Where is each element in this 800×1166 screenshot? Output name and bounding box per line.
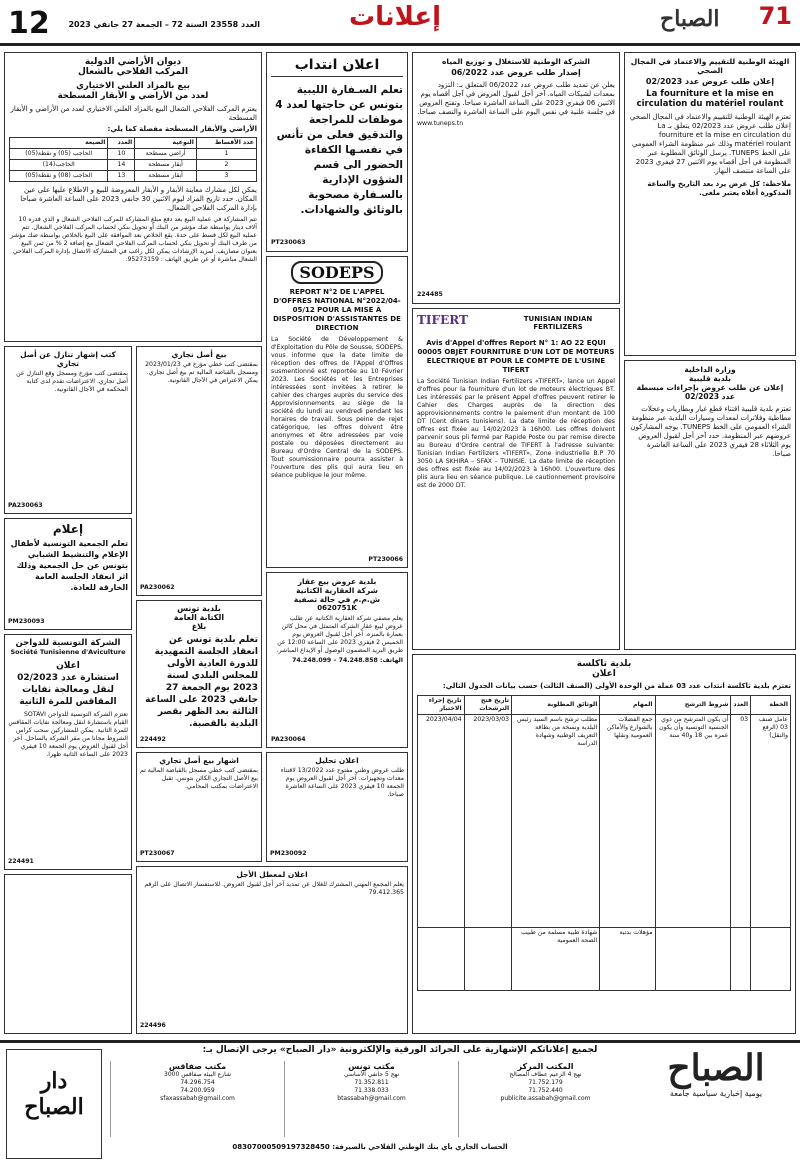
table-cell: 14 xyxy=(108,160,135,171)
table-header-cell: شروط الترشح xyxy=(655,696,731,715)
ad-title: بلدية عروض بيع عقار شركة العقارية الكتانية ش.م.م في حالة تصفية xyxy=(293,577,381,604)
section-title: إعلانات xyxy=(348,2,442,32)
table-header-cell: المهام xyxy=(600,696,655,715)
ad-title: ديوان الأراضي الدولية المركب الفلاحي بالشعال xyxy=(77,57,189,77)
table-row xyxy=(10,160,257,171)
table-cell: 03 xyxy=(731,715,751,928)
table-cell: عامل صنف 03 (الرفع والنقل) xyxy=(751,715,791,928)
table-cell: 3 xyxy=(196,171,256,182)
ad-title: الشركة الوطنية للاستغلال و توزيع المياه xyxy=(441,57,590,66)
ad-body: تعلم السـفارة الليبية بتونس عن حاجتها لعدد 4 موظفات للمراجعة والتدقيق فعلى من تأنس في نفسـها الكفاءة الحضور الى قسم الشؤون الإدارية بالسـفارة مصحوبة بالوثائق والشهادات. xyxy=(275,84,403,216)
office-address: نهج 4 الزعيم عطاف المصالح xyxy=(509,1071,582,1078)
small-ad-3 xyxy=(4,346,132,514)
table-cell: الحاجب(14) xyxy=(10,160,108,171)
office-list xyxy=(110,1061,632,1137)
ad-french-object: La fourniture et la mise en circulation du matériel roulant xyxy=(636,89,784,109)
table-cell: مؤهلات بدنية xyxy=(600,928,655,991)
office-email[interactable]: btassabah@gmail.com xyxy=(337,1095,406,1102)
ad-body: تعتزم بلدية قليبية اقتناء قطع غيار وبطاريات وعجلات مطاطية وفلاترات لمعدات وسيارات البلدية عبر منظومة الشراء العمومي على الخط TUNEPS. يوجه المشاركون عروضهم عبر المنظومة. حدد آخر أجل لقبول العروض يوم الثلاثاء 28 فيفري 2023 على الساعة العاشرة صباحا. xyxy=(630,405,791,458)
ad-web: www.tuneps.tn xyxy=(417,120,464,127)
table-cell: 13 xyxy=(108,171,135,182)
table-header-cell: تاريخ إجراء الاختبار xyxy=(418,696,465,715)
table-row xyxy=(418,928,791,991)
ad-code: PA230064 xyxy=(271,736,306,743)
ad-phones: الهاتف: 74.248.858 – 74.248.099 xyxy=(292,657,403,664)
ad-body: تعلم بلدية تونس عن انعقاد الجلسة التمهيدية للدورة العادية الأولى للمجلس البلدي لسنة 2023 يوم الجمعة 27 جانفي 2023 على الساعة الثالثة بعد الظهر بقصر البلدية بالقصبة. xyxy=(145,635,258,729)
ad-french-title: Société Tunisienne d'Aviculture xyxy=(10,648,126,656)
tifert-company: TUNISIAN INDIAN FERTILIZERS xyxy=(523,315,593,331)
table-header-cell: الوثائق المطلوبة xyxy=(512,696,600,715)
newspaper-logo xyxy=(660,2,796,42)
table-cell: أراضي مسطحة xyxy=(135,149,197,160)
office-card xyxy=(284,1061,458,1137)
recruitment-table xyxy=(417,695,791,991)
tifert-logo: TIFERT xyxy=(417,313,468,327)
footer-logo: الصباح xyxy=(667,1047,765,1089)
page-footer xyxy=(0,1040,800,1166)
table-header-cell: تاريخ فتح الترشحات xyxy=(464,696,511,715)
table-header-cell: العدد xyxy=(731,696,751,715)
ad-conditions: تتم المشاركة في عملية البيع بعد دفع مبلغ المشاركة للمركب الفلاحي الشعال و الذي قدره 10 آلاف دينار بواسطة صك مؤشر من البنك أو تحويل بنكي لحساب المركب الفلاحي الشعال. تتم عملية البيع لكل قسط على حدة. يقع الخلاص بعد الموافقة على البيع بالخلاص بواسطة صك مؤشر من طرف البنك أو تحويل بنكي لحساب المركب الفلاحي الشعال مع إضافة 2 % من ثمن البيع بعنوان مصاريف. لمزيد الإرشادات يمكن لكل راغب في المشاركة الاتصال بإدارة المركب الفلاحي الشعال مباشرة أو عن طريق الهاتف : 95273159. xyxy=(10,216,257,263)
ad-body: بمقتضى كتب خطي مؤرخ في 2023/01/23 ومسجل بالقباضة المالية تم بيع أصل تجاري. يمكن الاعتراض في الآجال القانونية. xyxy=(145,361,258,384)
table-cell: أبقار مسطحة xyxy=(135,171,197,182)
table-cell xyxy=(731,928,751,991)
table-cell: الحاجب (08) و نقطة(05) xyxy=(10,171,108,182)
ad-code: 224485 xyxy=(417,291,443,298)
ad-body: بمقتضى كتب مؤرخ ومسجل وقع التنازل عن أصل تجاري. الاعتراضات تقدم لدى كتابة المحكمة في الآجال القانونية. xyxy=(16,370,128,393)
table-row xyxy=(10,149,257,160)
sotavi-continued xyxy=(4,874,132,1034)
office-email[interactable]: sfaxassabah@gmail.com xyxy=(160,1095,235,1102)
ad-title: كتب إشهار تنازل عن أصل تجاري xyxy=(20,350,116,368)
auction-table xyxy=(9,137,257,182)
table-cell: 1 xyxy=(196,149,256,160)
table-row xyxy=(418,715,791,928)
table-cell: أن يكون المترشح من ذوي الجنسية التونسية وأن يكون عمره بين 18 و40 سنة xyxy=(655,715,731,928)
table-cell xyxy=(751,928,791,991)
ad-heading: إصدار طلب عروض عدد 06/2022 xyxy=(451,68,581,77)
ad-heading: بلدية تونس الكتابة العامة بلاغ xyxy=(173,604,225,631)
table-header-cell: العدد xyxy=(108,138,135,149)
office-fax: 74.200.959 xyxy=(180,1087,215,1094)
takelsa-ad xyxy=(412,654,796,1034)
tifert-ad xyxy=(412,308,620,650)
kelibia-ad xyxy=(624,360,796,650)
office-name: مكتب تونس xyxy=(348,1062,395,1071)
ad-code: 224492 xyxy=(140,736,166,743)
table-caption: الأراضي والأبقار المسطحة مفصلة كما يلي: xyxy=(107,125,257,133)
logo-text: الصباح xyxy=(660,6,720,32)
ad-heading: اعلان استشارة عدد 02/2023 لنقل ومعالجة نفايات المقاقس للمرة الثانية xyxy=(17,661,119,707)
office-name: المكتب المركز xyxy=(517,1062,574,1071)
ad-body: طلب عروض وطني مفتوح عدد 13/2022 لاقتناء معدات وتجهيزات. آخر أجل لقبول العروض يوم الجمعة 10 فيفري 2023 على الساعة العاشرة صباحا. xyxy=(280,767,404,798)
ad-code: PT230066 xyxy=(368,556,403,563)
ad-body: بمقتضى كتب خطي مسجل بالقباضة المالية تم بيع الأصل التجاري الكائن بتونس. تقبل الاعتراضات بمكتب المحامي. xyxy=(139,767,258,790)
sodeps-ad xyxy=(266,256,408,568)
office-card xyxy=(458,1061,632,1137)
ad-title: بيع أصل تجاري xyxy=(171,350,227,359)
ad-heading: إعلان طلب عروض عدد 02/2023 xyxy=(645,77,775,86)
ad-title: اعلان لمعطل الأجل xyxy=(236,870,308,879)
small-ad-2 xyxy=(136,752,262,862)
ad-code: 224491 xyxy=(8,858,34,865)
table-cell: 2023/04/04 xyxy=(418,715,465,928)
ad-intro: يعتزم المركب الفلاحي الشعال البيع بالمزاد العلني الاختياري لعدد من الأراضي و الأبقار المسطحة xyxy=(10,105,257,122)
ad-code: PT230067 xyxy=(140,850,175,857)
office-card xyxy=(110,1061,284,1137)
ad-body: يعلم المجمع المهني المشترك للغلال عن تمديد آخر أجل لقبول العروض. للاستفسار الاتصال على الرقم 79.412.365 xyxy=(144,881,404,896)
oti-auction-ad xyxy=(4,52,262,342)
table-row xyxy=(10,171,257,182)
ad-body: تعلم الجمعية التونسية لأطفال الإعلام والتنشيط الشبابي بتونس عن حل الجمعية وذلك اثر انعقاد الجلسة العامة الخارقة للعادة. xyxy=(10,539,128,592)
ad-body: La Société de Développement & d'Exploitation du Pôle de Sousse, SODEPS, vous informe que la date limite de réception des offres de l'Appel d'Offres susmentionné est reportée au 10 Février 2023. Les Sociétés et les Entreprises intéressées sont invitées à retirer le cahier des charges auprès du service des Approvisionnements au siège de la société du lundi au vendredi pendant les horaires de travail. Sous peine de rejet catégorique, les offres doivent être anonymes et être adressées par voie postale ou déposées directement au Bureau d'Ordre Central de la SODEPS. Tout soumissionnaire pourra assister à l'ouverture des plis qui aura lieu en séance publique le jour même. xyxy=(271,336,403,479)
dar-assabah-logo xyxy=(6,1049,102,1159)
ad-title: اعلان تحليل xyxy=(315,756,359,765)
ad-code: PM230092 xyxy=(270,850,307,857)
table-cell: جمع الفضلات بالشوارع والأماكن العمومية ونقلها xyxy=(600,715,655,928)
logo-number: 71 xyxy=(758,2,792,30)
office-fax: 71.752.440 xyxy=(528,1087,563,1094)
office-email[interactable]: publicite.assabah@gmail.com xyxy=(500,1095,591,1102)
table-header-cell: النوعية xyxy=(135,138,197,149)
table-cell: 2 xyxy=(196,160,256,171)
office-name: مكتب صفاقس xyxy=(168,1062,227,1071)
table-header-cell: الضيعة xyxy=(10,138,108,149)
ad-title: الهيئة الوطنية للتقييم والاعتماد في المجال الصحي xyxy=(630,57,790,75)
office-tel: 71.352.811 xyxy=(354,1079,389,1086)
page-number: 12 xyxy=(8,6,50,41)
ad-body: يعلم مصفي شركة العقارية الكتانية عن طلب عروض لبيع عقار الشركة المتمثل في محل كائن بعمارة بالمنزه. آخر أجل لقبول العروض يوم الخميس 2 فيفري 2023 على الساعة 12:00 عن طريق البريد المضمون الوصول أو الإيداع المباشر. xyxy=(276,615,403,654)
office-address: نهج 5 جانفي الأساسي xyxy=(343,1071,400,1078)
ad-title: الشركة التونسية للدواجن xyxy=(15,638,121,648)
table-cell: 10 xyxy=(108,149,135,160)
ad-body: يعلن عن تمديد طلب عروض عدد 06/2022 المتعلق بـ: التزود بمعدات لشبكات المياه. آخر أجل لقبول العروض في آجل أقصاه يوم الاثنين 06 فيفري 2023 على الساعة العاشرة صباحا. وتفتح العروض في جلسة علنية في نفس اليوم على الساعة العاشرة والنصف صباحا. xyxy=(417,81,615,116)
table-cell: شهادة طبية مسلمة من طبيب الصحة العمومية xyxy=(512,928,600,991)
ad-code: 224496 xyxy=(140,1022,166,1029)
footer-logo-block xyxy=(638,1047,794,1147)
ad-note: ملاحظة: كل عرض يرد بعد التاريخ والساعة المذكورة أعلاه يعتبر ملغى. xyxy=(647,180,791,197)
office-address: شارع البيئة صفاقس 3000 xyxy=(164,1071,231,1078)
small-ad-5 xyxy=(266,752,408,862)
ad-title: اشهار بيع أصل تجاري xyxy=(159,756,239,765)
ad-code: PA230062 xyxy=(140,584,175,591)
tunis-municipality-ad xyxy=(136,600,262,748)
table-cell: 2023/03/03 xyxy=(464,715,511,928)
footer-banner: لجميع إعلاناتكم الإشهارية على الجرائد الورقية والإلكترونية «دار الصباح» يرجى الإتصال بـ: xyxy=(202,1045,598,1055)
ad-subtitle: تعتزم بلدية تاكلسة انتداب عدد 03 عملة من الوحدة الأولى (الصنف الثالث) حسب بيانات الجدول التالي: xyxy=(442,682,791,690)
ad-body: La Société Tunisian Indian Fertilizers «TIFERT», lance un Appel d'offres pour la fourniture d'un lot de moteurs électriques BT. Les intéressés par le présent Appel d'offres peuvent retirer le Cahier des Charges auprès de la direction des approvisionnements contre le paiement d'un montant de 100 DT (Cent dinars tunisiens). La date limite de réception des offres est fixée au 14/02/2023 à 16h00. Les offres doivent parvenir sous pli fermé par Rapide Poste ou par remise directe au Bureau d'Ordre central de TIFERT à l'adresse suivante: Tunisian Indian Fertilizers «TIFERT», Zone industrielle B.P 70 3050 LA SKHIRA – SFAX – TUNISIE. La date limite de réception des offres est fixée au 14/02/2023 à 16h00. L'ouverture des plis aura lieu en séance publique. Le cautionnement provisoire est de 2000 DT. xyxy=(417,378,615,489)
small-ad-6 xyxy=(136,866,408,1034)
table-cell xyxy=(655,928,731,991)
sonede-ad xyxy=(412,52,620,304)
ad-title: اعلان انتداب xyxy=(271,57,403,77)
ad-title: إعلام xyxy=(52,522,84,536)
table-header-cell: الخطة xyxy=(751,696,791,715)
ad-code: PT230063 xyxy=(271,239,306,246)
office-tel: 71.752.179 xyxy=(528,1079,563,1086)
libyan-embassy-ad xyxy=(266,52,408,252)
table-cell: أبقار مسطحة xyxy=(135,160,197,171)
ad-tax-code: 0620751K xyxy=(317,604,357,612)
office-tel: 74.296.754 xyxy=(180,1079,215,1086)
footer-tagline: يومية إخبارية سياسية جامعة xyxy=(669,1089,763,1098)
ad-title: Avis d'Appel d'offres Report N° 1: AO 22 EQUI 00005 OBJET FOURNITURE D'UN LOT DE MOTEURS ELECTRIQUE BT POUR LE COMPTE DE L'USINE TIFERT xyxy=(417,339,615,374)
ad-body: يمكن لكل مشارك معاينة الأبقار و الأبقار المعروضة للبيع و الاطلاع عليها على عين المكان. حدد تاريخ المزاد ليوم الاثنين 30 جانفي 2023 على الساعة العاشرة صباحا بإدارة المركب الفلاحي الشعال. xyxy=(20,186,257,212)
ad-code: PM230093 xyxy=(8,618,45,625)
small-ad-4 xyxy=(4,518,132,630)
ad-subtitle: بيع بالمزاد العلني الاختياري لعدد من الأراضي و الأبقار المسطحة xyxy=(57,81,209,101)
ad-body: تعتزم الهيئة الوطنية للتقييم والاعتماد في المجال الصحي إعلان طلب عروض عدد 02/2023 يتعلق بـ La fourniture et la mise en circulation du matériel roulant وذلك عبر منظومة الشراء العمومي على الخط TUNEPS. يرسل الوثائق المطلوبة عبر المنظومة في أجل أقصاه يوم الاثنين 27 فيفري 2023 على الساعة منتصف النهار. xyxy=(629,113,791,175)
footer-bank-line: الحساب الجاري بأي بنك الوطني الفلاحي بالصيرفة: 08307000509197328450 xyxy=(232,1143,508,1151)
ad-title: REPORT N°2 DE L'APPEL D'OFFRES NATIONAL N°2022/04-05/12 POUR LA MISE À DISPOSITION D'ASSISTANTES DE DIRECTION xyxy=(273,288,401,332)
ad-title: بلدية تاكلسة اعلان xyxy=(576,659,632,679)
table-cell xyxy=(418,928,465,991)
office-fax: 71.338.033 xyxy=(354,1087,389,1094)
table-cell: الحاجب (05) و نقطة(05) xyxy=(10,149,108,160)
dar-logo-text: دار الصباح xyxy=(24,1068,84,1120)
table-cell: مطلب ترشح باسم السيد رئيس البلدية ونسخة من بطاقة التعريف الوطنية وشهادة الدراسة xyxy=(512,715,600,928)
small-ad-1 xyxy=(136,346,262,596)
ad-title: وزارة الداخلية بلدية قليبية إعلان عن طلب عروض بإجراءات مبسطة عدد 02/2023 xyxy=(636,365,784,401)
sotavi-ad xyxy=(4,634,132,870)
page-header xyxy=(0,0,800,46)
table-cell xyxy=(464,928,511,991)
sodeps-logo: SODEPS xyxy=(291,261,383,284)
issue-line: العدد 23558 السنة 72 – الجمعة 27 جانفي 2023 xyxy=(68,20,260,29)
real-estate-ad xyxy=(266,572,408,748)
ad-body: تعتزم الشركة التونسية للدواجن SOTAVI القيام باستشارة لنقل ومعالجة نفايات المقاقس للمرة الثانية. يمكن للمشاركين سحب كراس الشروط مجانا من مقر الشركة بالساحل. آخر أجل لقبول العروض يوم الجمعة 10 فيفري 2023 على الساعة الثانية ظهرا. xyxy=(8,711,128,758)
table-header-cell: عدد الأقساط xyxy=(196,138,256,149)
ad-code: PA230063 xyxy=(8,502,43,509)
ineas-ad xyxy=(624,52,796,356)
